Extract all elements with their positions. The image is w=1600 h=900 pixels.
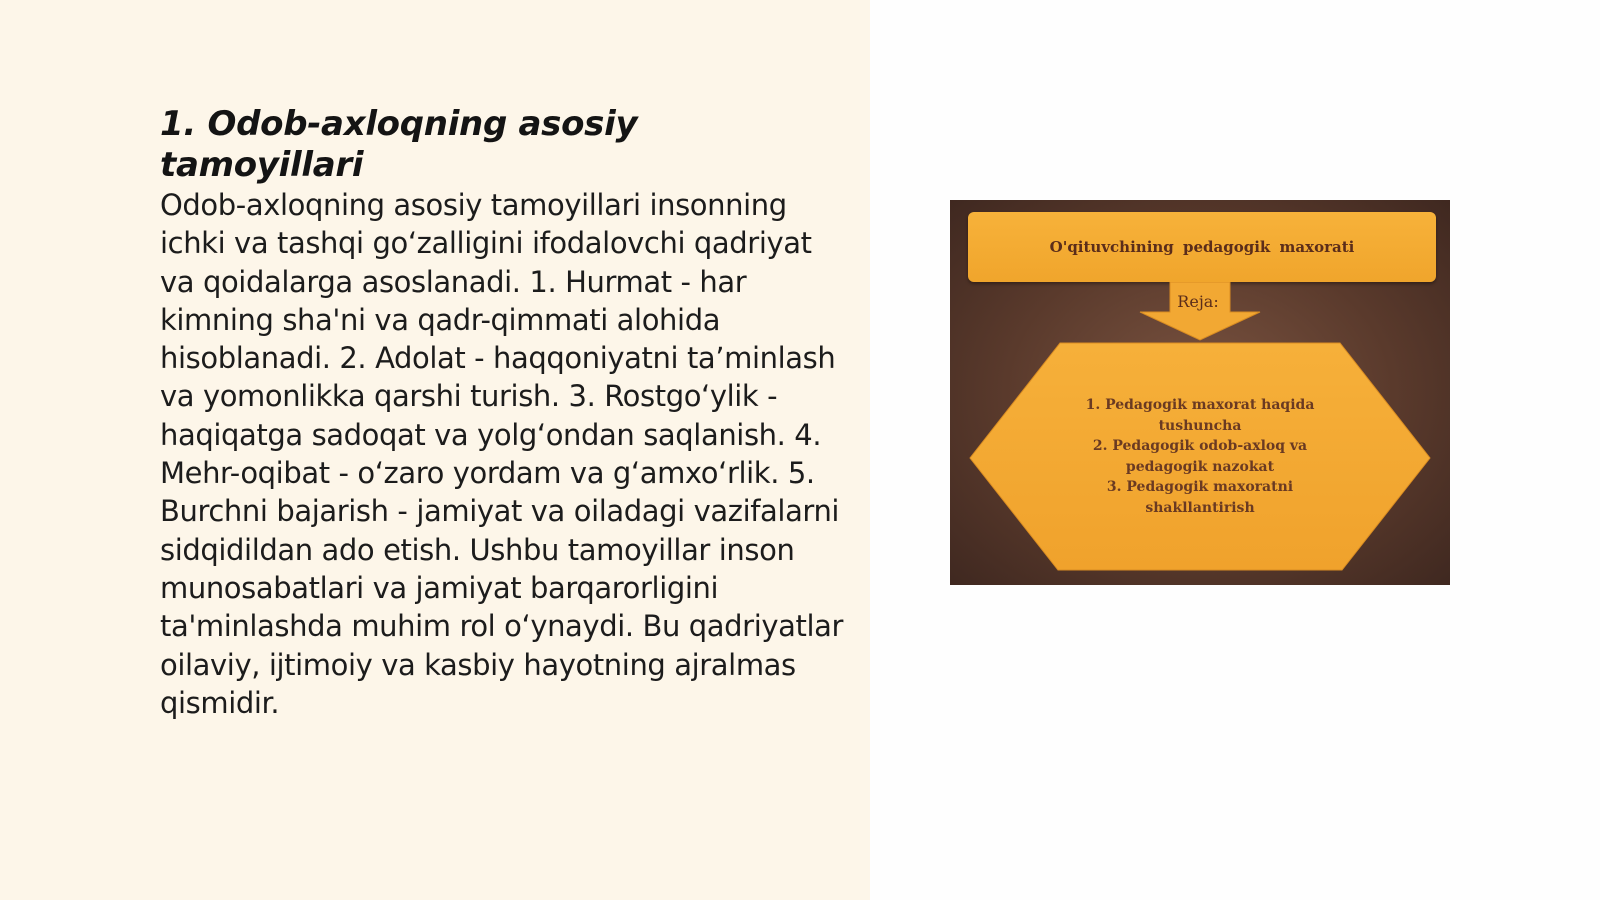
plan-line: 2. Pedagogik odob-axloq va <box>1092 438 1308 454</box>
slide-body-text: Odob-axloqning asosiy tamoyillari insonning ichki va tashqi goʻzalligini ifodalovchi qadriyat va qoidalarga asoslanadi. 1. Hurmat - har kimning sha'ni va qadr-qimmati alohida hisoblanadi. 2. Adolat - haqqoniyatni taʼminlash va yomonlikka qarshi turish. 3. Rostgoʻylik - haqiqatga sadoqat va yolgʻondan saqlanish. 4. Mehr-oqibat - oʻzaro yordam va gʻamxoʻrlik. 5. Burchni bajarish - jamiyat va oiladagi vazifalarni sidqidildan ado etish. Ushbu tamoyillar inson munosabatlari va jamiyat barqarorligini ta'minlashda muhim rol oʻynaydi. Bu qadriyatlar oilaviy, ijtimoiy va kasbiy hayotning ajralmas qismidir. <box>160 188 844 720</box>
plan-line: 1. Pedagogik maxorat haqida <box>1085 397 1315 413</box>
plan-line: shakllantirish <box>1145 499 1255 516</box>
figure-hexagon-shape <box>950 200 1450 585</box>
plan-line: tushuncha <box>1158 417 1242 434</box>
slide-title: 1. Odob-axloqning asosiy tamoyillari <box>160 104 638 185</box>
figure-plan-list <box>1060 395 1340 518</box>
plan-line: pedagogik nazokat <box>1125 458 1275 475</box>
figure-reja-label: Reja: <box>1177 292 1219 311</box>
pedagogy-plan-figure <box>950 200 1450 585</box>
plan-line: 3. Pedagogik maxoratni <box>1106 479 1294 495</box>
figure-header-text: O'qituvchining pedagogik maxorati <box>1049 238 1355 256</box>
